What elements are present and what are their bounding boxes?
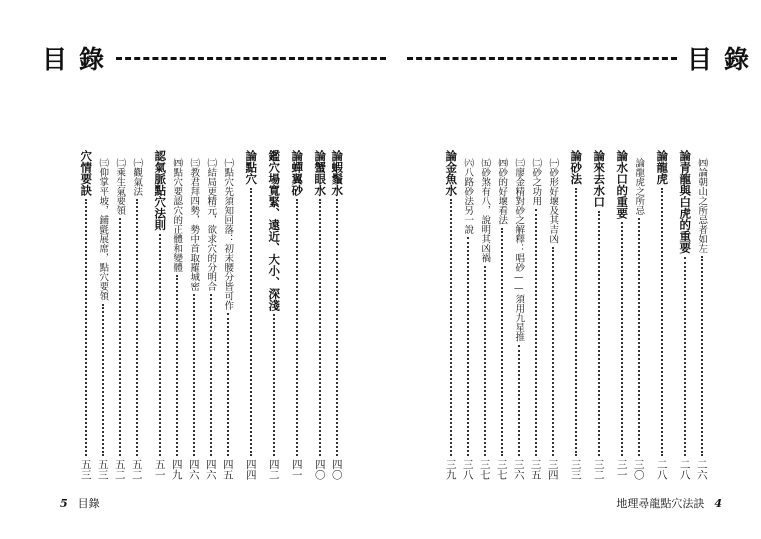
left-running-head: 目錄 [77,497,100,510]
toc-page-number: 四四 [244,459,257,480]
toc-entry-title: ㈠觀氣法 [131,158,143,196]
left-header [42,40,386,76]
toc-entry-title: 論金魚水 [444,150,459,196]
toc-entry-title: ㈥八路砂法另一說 [462,158,474,234]
toc-page-number: 四五 [221,459,234,480]
toc-leader-dots [193,294,195,456]
toc-entry [185,150,202,480]
right-header [407,40,761,76]
toc-leader-dots [535,209,537,457]
right-toc [436,150,710,480]
left-page [0,0,375,539]
toc-page-number: 四〇 [313,459,326,480]
toc-entry-title: 論青龍與白虎的重要 [678,150,693,254]
toc-page-number: 三六 [512,459,525,480]
toc-entry [493,150,510,480]
toc-page-number: 二八 [655,459,668,480]
toc-entry [202,150,219,480]
toc-entry-title: 論蝦鬚水 [330,150,345,196]
toc-page-number: 四九 [170,459,183,480]
toc-page-number: 三〇 [632,459,645,480]
toc-leader-dots [450,199,452,456]
toc-entry-title: ㈤砂煞有八，說明其凶禍 [479,158,491,263]
toc-leader-dots [119,218,121,456]
toc-entry-title: 論來去水口 [592,150,607,208]
toc-entry [219,150,236,480]
toc-entry [265,150,282,480]
left-footer [60,495,100,511]
toc-entry [630,150,647,480]
toc-entry-title: 論水口的重要 [615,150,630,219]
toc-entry-title: ㈣點穴要認穴的正體和變體 [171,158,183,272]
toc-leader-dots [336,199,338,456]
toc-leader-dots [501,228,503,457]
toc-leader-dots [661,188,663,457]
left-header-rule [116,57,386,60]
toc-entry-title: ㈡砂之功用 [530,158,542,206]
toc-entry-title: 鑑穴場寬緊、遠近、大小、深淺 [267,150,282,311]
toc-page-number: 五二 [113,459,126,480]
toc-page-number: 五三 [79,459,92,480]
toc-page-number: 五二 [130,459,143,480]
toc-entry-title: 論點穴 [244,150,259,185]
toc-entry [567,150,584,480]
toc-leader-dots [684,257,686,457]
toc-entry-title: 認氣脈點穴法則 [153,150,168,231]
right-header-title: 目錄 [687,45,761,74]
right-header-rule [407,57,677,60]
toc-entry-title: ㈡結局更精元，欲求穴的分明合 [205,158,217,291]
toc-entry-title: 論龍虎之所忌 [633,158,645,215]
toc-page-number: 三一 [615,459,628,480]
toc-page-number: 三二 [592,459,605,480]
toc-page-number: 三三 [569,459,582,480]
toc-leader-dots [102,304,104,457]
toc-page-number: 三五 [529,459,542,480]
toc-page-number: 四六 [204,459,217,480]
toc-entry-title: ㈢教君拜四勢，勢中首取羅城密 [188,158,200,291]
toc-leader-dots [159,234,161,457]
toc-leader-dots [85,199,87,456]
toc-leader-dots [621,222,623,456]
toc-entry [693,150,710,480]
toc-leader-dots [273,314,275,456]
toc-leader-dots [638,218,640,456]
toc-entry [77,150,94,480]
toc-page-number: 四六 [187,459,200,480]
left-toc [71,150,345,480]
toc-leader-dots [210,294,212,456]
toc-page-number: 二八 [678,459,691,480]
toc-entry-title: ㈠點穴先須知回落：初末腰分皆可作 [222,158,234,310]
toc-page-number: 三七 [478,459,491,480]
toc-entry-title: ㈡乘生氣要領 [114,158,126,215]
toc-entry [111,150,128,480]
left-page-number: 5 [60,497,68,510]
toc-entry [527,150,544,480]
toc-page-number: 四二 [267,459,280,480]
toc-entry-title: 論蟹眼水 [313,150,328,196]
toc-entry [442,150,459,480]
toc-entry-title: 穴情要訣 [79,150,94,196]
toc-leader-dots [250,188,252,457]
toc-entry [476,150,493,480]
toc-entry [653,150,670,480]
toc-page-number: 三四 [546,459,559,480]
toc-entry [328,150,345,480]
toc-entry [128,150,145,480]
toc-entry [510,150,527,480]
toc-leader-dots [701,256,703,456]
toc-page-number: 三八 [461,459,474,480]
toc-entry [676,150,693,480]
toc-entry-title: 論蟬翼砂 [290,150,305,196]
toc-entry-title: ㈣砂的好壞看法 [496,158,508,225]
right-page-number: 4 [714,497,722,510]
toc-entry-title: 論龍虎 [655,150,670,185]
right-footer [616,495,722,511]
toc-page-number: 二六 [695,459,708,480]
toc-entry [311,150,328,480]
toc-page-number: 五三 [96,459,109,480]
right-running-head: 地理尋龍點穴法訣 [616,497,705,510]
toc-entry [613,150,630,480]
toc-entry [459,150,476,480]
toc-leader-dots [552,247,554,457]
toc-entry [168,150,185,480]
toc-entry [151,150,168,480]
toc-page-number: 四〇 [330,459,343,480]
toc-entry [288,150,305,480]
toc-entry [94,150,111,480]
toc-leader-dots [575,188,577,457]
toc-leader-dots [227,313,229,456]
toc-leader-dots [598,211,600,457]
left-header-title: 目錄 [42,45,117,74]
toc-leader-dots [136,199,138,456]
toc-entry-title: ㈢仰掌平坡，鋪氈展席，點穴要領 [97,158,109,301]
toc-entry-title: ㈠砂形好壞及其吉凶 [547,158,559,244]
toc-entry-title: 論砂法 [569,150,584,185]
toc-entry [544,150,561,480]
toc-entry [242,150,259,480]
toc-entry-title: ㈣論朝山之所忌者如左 [696,158,708,253]
toc-entry [590,150,607,480]
toc-entry-title: ㈢廖金精對砂之解釋：唱砂——須用九星推 [513,158,525,342]
toc-page-number: 三七 [495,459,508,480]
toc-page-number: 四一 [290,459,303,480]
toc-leader-dots [319,199,321,456]
toc-leader-dots [518,345,520,457]
toc-page-number: 五一 [153,459,166,480]
toc-page-number: 三九 [444,459,457,480]
toc-leader-dots [176,275,178,456]
toc-leader-dots [484,266,486,457]
toc-leader-dots [296,199,298,456]
toc-leader-dots [467,237,469,456]
right-page [375,0,761,539]
